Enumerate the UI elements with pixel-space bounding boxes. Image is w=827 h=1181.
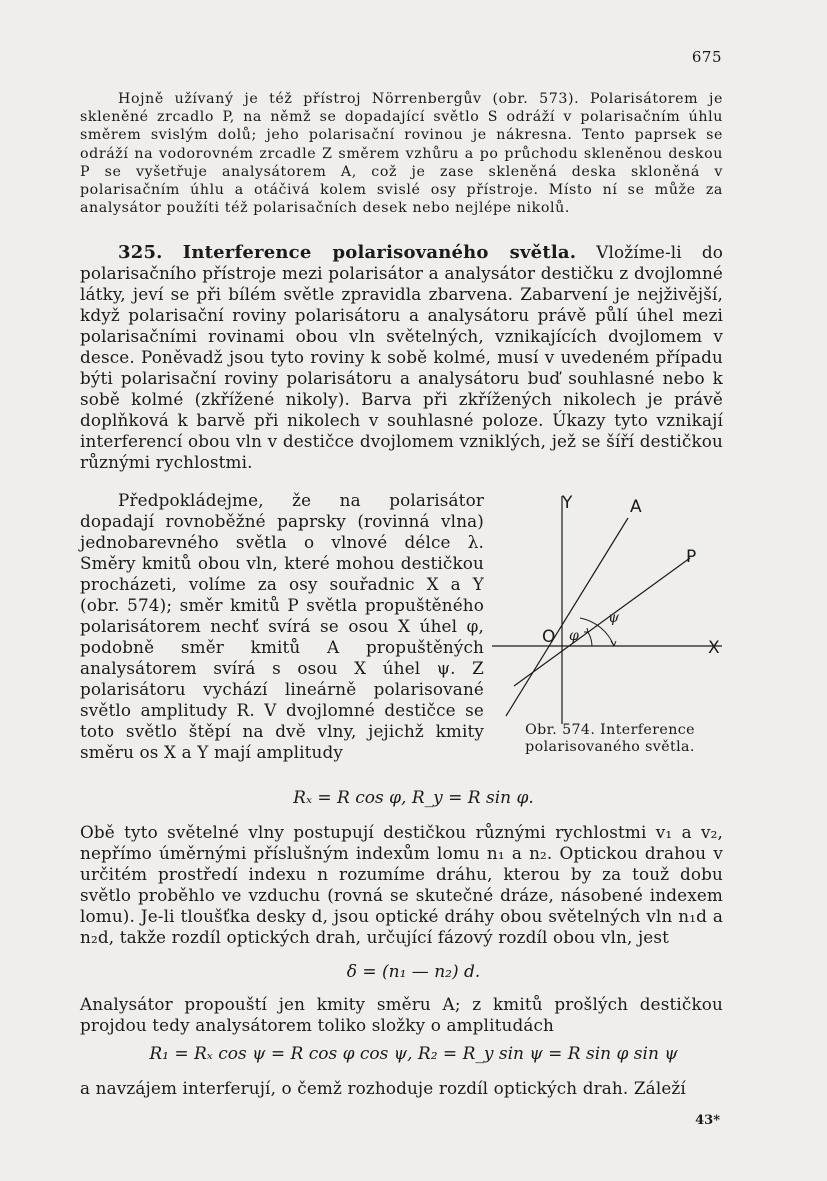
paragraph-analyser [80,994,723,1036]
psi-label: ψ [608,610,619,626]
equation-components-text: R₁ = Rₓ cos ψ = R cos φ cos ψ, R₂ = R_y sin ψ = R sin φ sin ψ [149,1044,678,1064]
sheet-signature: 43* [695,1113,720,1128]
phi-label: φ [569,628,579,644]
y-label: Y [562,493,573,513]
equation-phase-difference [0,962,827,982]
section-paragraph [80,242,723,473]
psi-arrow [611,641,616,646]
paragraph-interference [80,1078,723,1099]
page-number: 675 [691,48,722,66]
equation-amplitudes [0,788,827,808]
p-label: P [686,547,697,567]
a-label: A [630,497,642,517]
section-number: 325. [118,242,163,263]
paragraph-optical-path [80,822,723,948]
intro-paragraph [80,90,723,217]
intro-text: Hojně užívaný je též přístroj Nörrenbergův (obr. 573). Polarisátorem je skleněné zrcadlo P, na němž se dopadající světlo S odráží v polarisačním úhlu směrem svislým dolů; jeho polarisační rovinou je nákresna. Tento paprsek se odráží na vodorovném zrcadle Z směrem vzhůru a po průchodu skleněnou deskou P se vyšetřuje analysátorem A, což je zase skleněná deska skloněná v polarisačním úhlu a otáčivá kolem svislé osy přístroje. Místo ní se může za analysátor použíti též polarisačních desek nebo nejlépe nikolů. [80,91,723,217]
paragraph-analyser-text: Analysátor propouští jen kmity směru A; z kmitů prošlých destičkou projdou tedy analysátorem toliko složky o amplitudách [80,994,723,1035]
figure-caption: Obr. 574. Interference polarisovaného světla. [525,722,695,755]
phi-arrow [584,628,588,632]
axes-diagram [490,490,740,730]
section-325 [80,242,723,473]
origin-label: O [542,627,556,647]
equation-amplitudes-text: Rₓ = R cos φ, R_y = R sin φ. [293,788,534,808]
phi-arc [588,632,592,646]
section-title: Interference polarisovaného světla. [182,242,577,263]
section-body: Vložíme-li do polarisačního přístroje mezi polarisátor a analysátor destičku z dvojlomné látky, jeví se při bílém světle zpravidla zbarvena. Zabarvení je nejživější, když polarisační roviny polarisátoru a analysátoru právě půlí úhel mezi polarisačními rovinami obou vln světelných, vznikajících dvojlomem v desce. Poněvadž jsou tyto roviny k sobě kolmé, musí v uvedeném případu býti polarisační roviny polarisátoru a analysátoru buď souhlasné nebo k sobě kolmé (zkřížené nikoly). Barva při zkřížených nikolech je právě doplňková k barvě při nikolech v souhlasné poloze. Úkazy tyto vznikají interferencí obou vln v destičce dvojlomem vzniklých, jež se šíří destičkou různými rychlostmi. [80,242,724,472]
p-direction-line [514,558,690,686]
paragraph-interference-text: a navzájem interferují, o čemž rozhoduje rozdíl optických drah. Záleží [80,1078,686,1098]
paragraph-optical-path-text: Obě tyto světelné vlny postupují destičkou různými rychlostmi v₁ a v₂, nepřímo úměrnými příslušným indexům lomu n₁ a n₂. Optickou drahou v určitém prostředí indexu n rozumíme dráhu, kterou by za touž dobu světlo proběhlo ve vzduchu (rovná se skutečné dráze, násobené indexem lomu). Je-li tloušťka desky d, jsou optické dráhy obou světelných vln n₁d a n₂d, takže rozdíl optických drah, určující fázový rozdíl obou vln, jest [80,822,723,947]
figure-side-text: Předpokládejme, že na polarisátor dopadají rovnoběžné paprsky (rovinná vlna) jednobarevného světla o vlnové délce λ. Směry kmitů obou vln, které mohou destičkou procházeti, volíme za osy souřadnic X a Y (obr. 574); směr kmitů P světla propuštěného polarisátorem nechť svírá se osou X úhel φ, podobně směr kmitů A propuštěných analysátorem svírá s osou X úhel ψ. Z polarisátoru vychází lineárně polarisované světlo amplitudy R. V dvojlomné destičce se toto světlo štěpí na dvě vlny, jejichž kmity směru os X a Y mají amplitudy [80,490,484,762]
figure-side-paragraph [80,490,484,763]
x-label: X [708,638,720,658]
equation-phase-difference-text: δ = (n₁ — n₂) d. [346,962,481,982]
equation-components [0,1044,827,1064]
